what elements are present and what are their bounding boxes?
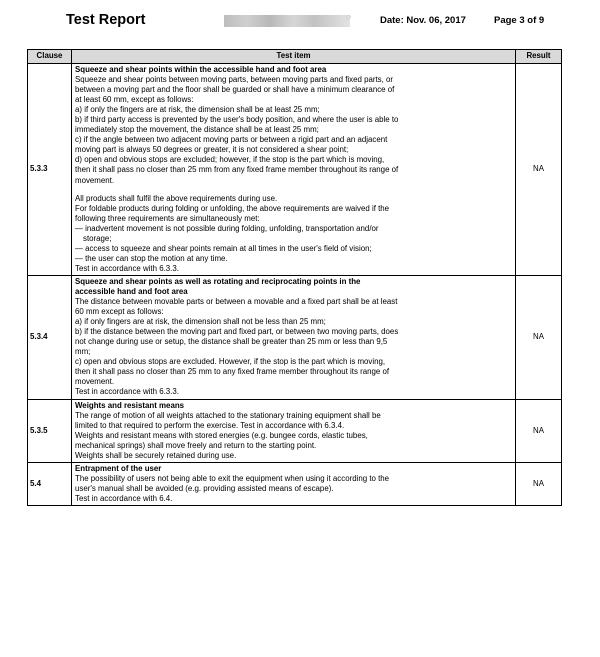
item-line: moving part is always 50 degrees or greater, it is not considered a shear point; <box>75 145 349 155</box>
row-title: Squeeze and shear points as well as rotating and reciprocating points in the <box>75 276 361 286</box>
item-line: a) if only the fingers are at risk, the dimension shall be at least 25 mm; <box>75 105 320 115</box>
test-item-cell <box>72 64 516 276</box>
result-cell: NA <box>516 64 562 276</box>
item-line: mechanical springs) shall move freely and return to the starting point. <box>75 440 317 450</box>
test-item-cell <box>72 399 516 462</box>
result-cell: NA <box>516 275 562 399</box>
item-line: user's manual shall be avoided (e.g. providing assisted means of escape). <box>75 483 334 493</box>
result-cell: NA <box>516 399 562 462</box>
item-line: mm; <box>75 347 91 357</box>
report-header <box>28 10 573 32</box>
item-line: Weights shall be securely retained during use. <box>75 450 237 460</box>
item-line: between a moving part and the floor shall be guarded or shall have a minimum clearance of <box>75 85 395 95</box>
item-line: then it shall pass no closer than 25 mm to any fixed frame member throughout its range of <box>75 367 390 377</box>
item-line: Squeeze and shear points between moving parts, between moving parts and fixed parts, or <box>75 75 394 85</box>
clause-cell: 5.3.3 <box>28 64 72 276</box>
clause-cell: 5.3.4 <box>28 275 72 399</box>
item-line: Test in accordance with 6.3.3. <box>75 263 179 273</box>
item-line: The range of motion of all weights attached to the stationary training equipment shall be <box>75 410 381 420</box>
item-line: movement. <box>75 377 115 387</box>
clause-cell: 5.4 <box>28 462 72 505</box>
item-line: All products shall fulfil the above requirements during use. <box>75 193 278 203</box>
result-cell: NA <box>516 462 562 505</box>
column-header-clause: Clause <box>28 50 72 64</box>
item-line: d) open and obvious stops are excluded; however, if the stop is the part which is moving, <box>75 155 385 165</box>
item-line: For foldable products during folding or unfolding, the above requirements are waived if the <box>75 203 390 213</box>
table-row <box>28 64 562 276</box>
item-line: Test in accordance with 6.3.3. <box>75 387 179 397</box>
row-title-continued: accessible hand and foot area <box>75 286 188 296</box>
row-title: Entrapment of the user <box>75 463 162 473</box>
item-line: b) if the distance between the moving part and fixed part, or between two moving parts, does <box>75 327 399 337</box>
report-title: Test Report <box>66 12 146 28</box>
item-line: Weights and resistant means with stored energies (e.g. bungee cords, elastic tubes, <box>75 430 368 440</box>
table-row <box>28 399 562 462</box>
test-item-cell <box>72 462 516 505</box>
blank-line <box>75 186 512 194</box>
item-line: — access to squeeze and shear points remain at all times in the user's field of vision; <box>75 243 372 253</box>
item-line: c) if the angle between two adjacent moving parts or between a rigid part and an adjacent <box>75 135 388 145</box>
item-line: — inadvertent movement is not possible during folding, unfolding, transportation and/or <box>75 223 379 233</box>
test-item-table <box>27 49 562 506</box>
item-line: The possibility of users not being able to exit the equipment when using it according to the <box>75 473 390 483</box>
column-header-result: Result <box>516 50 562 64</box>
page-number: Page 3 of 9 <box>494 15 545 26</box>
test-item-cell <box>72 275 516 399</box>
item-line: then it shall pass no closer than 25 mm from any fixed frame member throughout its range of <box>75 165 399 175</box>
item-line: storage; <box>83 233 112 243</box>
item-line: 60 mm except as follows: <box>75 307 164 317</box>
item-line: immediately stop the movement, the distance shall be at least 25 mm; <box>75 125 319 135</box>
table-row <box>28 462 562 505</box>
item-line: movement. <box>75 175 115 185</box>
redacted-logo-block <box>224 15 350 27</box>
item-line: a) if only fingers are at risk, the dimension shall not be less than 25 mm; <box>75 317 326 327</box>
redacted-glyph: P <box>346 14 352 23</box>
item-line: c) open and obvious stops are excluded. However, if the stop is the part which is moving, <box>75 357 386 367</box>
table-row <box>28 275 562 399</box>
column-header-test-item: Test item <box>72 50 516 64</box>
item-line: The distance between movable parts or between a movable and a fixed part shall be at least <box>75 297 398 307</box>
item-line: following three requirements are simultaneously met: <box>75 213 260 223</box>
table-header-row <box>28 50 562 64</box>
clause-cell: 5.3.5 <box>28 399 72 462</box>
item-line: limited to that required to perform the exercise. Test in accordance with 6.3.4. <box>75 420 345 430</box>
row-title: Weights and resistant means <box>75 400 185 410</box>
report-date: Date: Nov. 06, 2017 <box>380 15 466 26</box>
item-line: b) if third party access is prevented by the user's body position, and where the user is able to <box>75 115 399 125</box>
item-line: — the user can stop the motion at any time. <box>75 253 228 263</box>
row-title: Squeeze and shear points within the accessible hand and foot area <box>75 65 327 74</box>
item-line: at least 60 mm, except as follows: <box>75 95 194 105</box>
item-line: Test in accordance with 6.4. <box>75 493 173 503</box>
item-line: not change during use or setup, the distance shall be greater than 25 mm or less than 9,5 <box>75 337 388 347</box>
